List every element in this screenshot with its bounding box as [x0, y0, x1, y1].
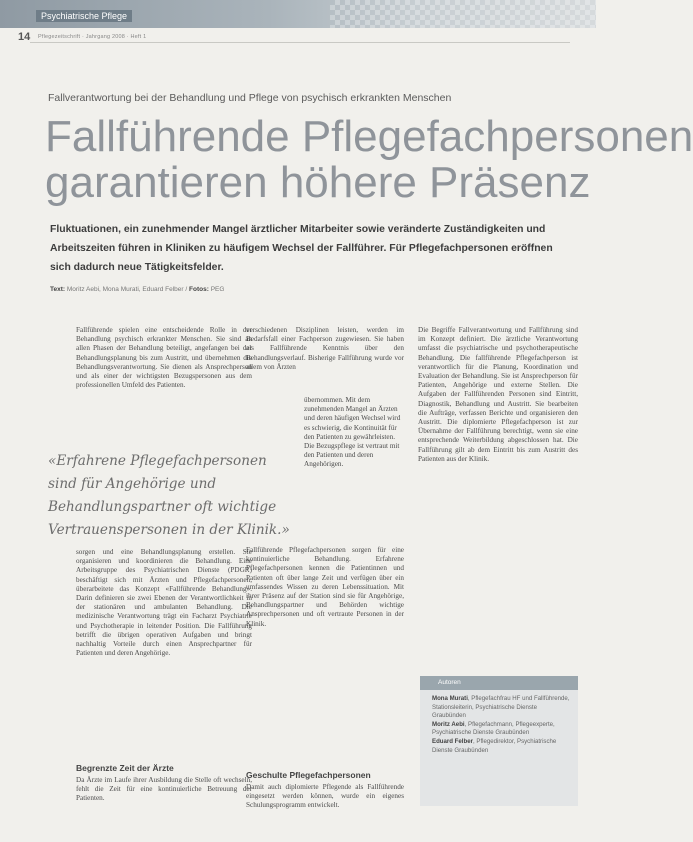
column-2-narrow: übernommen. Mit dem zunehmenden Mangel an Ärzten und deren häufigen Wechsel wird es schwierig, die Kontinuität für den Patienten zu gewährleisten. Die Bezugspflege ist vertraut mit den Patienten und deren Angehörigen.: [304, 396, 401, 469]
page-number: 14: [18, 31, 31, 43]
section-rubric: Psychiatrische Pflege: [36, 10, 132, 22]
column-2-middle: Fallführende Pflegefachpersonen sorgen für eine kontinuierliche Behandlung. Erfahrene Pflegefachpersonen kennen die Patientinnen und Patienten oft über lange Zeit und verfügen über ein umfassendes Wissen zu deren Lebenssituation. Mit ihrer Präsenz auf der Station sind sie für Angehörige, Behandlungspartner und Behörden wichtige Ansprechpersonen und oft vertraute Personen in der Klinik.: [246, 546, 404, 628]
infobox-heading: Autoren: [420, 676, 578, 690]
title-line-2: garantieren höhere Präsenz: [45, 158, 591, 207]
infobox-entry-text: Pflegefachfrau HF und Fallführende, Stationsleiterin, Psychiatrische Dienste Graubünden: [432, 695, 570, 720]
title-line-1: Fallführende Pflegefachpersonen: [45, 112, 693, 161]
column-1-subheading: Begrenzte Zeit der Ärzte: [76, 763, 174, 773]
infobox-entry-name: Mona Murati: [432, 695, 468, 702]
credits-label: Text:: [50, 286, 66, 293]
article-title: [45, 112, 693, 207]
article-credits: [50, 286, 224, 293]
author-infobox: [420, 676, 578, 806]
infobox-entry-name: Moritz Aebi: [432, 720, 465, 728]
column-2-bottom: Damit auch diplomierte Pflegende als Fallführende eingesetzt werden können, wurde ein eigenes Schulungsprogramm entwickelt.: [246, 783, 404, 810]
infobox-entry: Mona Murati, Pflegefachfrau HF und Fallführende, Stationsleiterin, Psychiatrische Dienste Graubünden: [432, 695, 570, 720]
infobox-entry-name: Eduard Felber: [432, 737, 473, 745]
credits-separator: /: [185, 286, 188, 293]
column-2-subheading: Geschulte Pflegefachpersonen: [246, 770, 371, 780]
column-1-bottom: Da Ärzte im Laufe ihrer Ausbildung die Stelle oft wechseln, fehlt die Zeit für eine kontinuierliche Betreuung der Patienten.: [76, 776, 252, 803]
article-kicker: Fallverantwortung bei der Behandlung und Pflege von psychisch erkrankten Menschen: [48, 92, 452, 104]
infobox-entry-text: Pflegedirektor, Psychiatrische Dienste Graubünden: [432, 737, 557, 754]
article-lead: Fluktuationen, ein zunehmender Mangel ärztlicher Mitarbeiter sowie veränderte Zuständigkeiten und Arbeitszeiten führen in Kliniken zu häufigem Wechsel der Fallführer. Für Pflegefachpersonen eröffnen sich dadurch neue Tätigkeitsfelder.: [50, 224, 553, 273]
credits-authors: Moritz Aebi, Mona Murati, Eduard Felber: [66, 286, 184, 293]
photo-label: Fotos:: [189, 286, 209, 293]
issue-line: Pflegezeitschrift · Jahrgang 2008 · Heft 1: [38, 34, 147, 40]
pull-quote: «Erfahrene Pflegefachpersonen sind für Angehörige und Behandlungspartner oft wichtige Vertrauenspersonen in der Klinik.»: [48, 453, 290, 538]
infobox-entry-text: Pflegefachmann, Pflegeexperte, Psychiatrische Dienste Graubünden: [432, 720, 555, 737]
column-3: Die Begriffe Fallverantwortung und Fallführung sind im Konzept definiert. Die ärztliche Verantwortung umfasst die psychiatrische und psychotherapeutische Behandlung. Die fallführende Pflegefachperson ist verantwortlich für die Planung, Koordination und Evaluation der Behandlung. Sie ist Ansprechperson für Patienten, Angehörige und externe Stellen. Die Aufgaben der Fallführenden Personen sind Eintritt, Diagnostik, Behandlung und Austritt. Sie bearbeiten die Aufträge, verfassen Berichte und organisieren den Austritt. Die diplomierte Pflegefachperson ist zur Übernahme der Fallführung berechtigt, wenn sie eine entsprechende Weiterbildung abgeschlossen hat. Die Fallführung gilt ab dem Eintritt bis zum Austritt des Patienten aus der Klinik.: [418, 326, 578, 463]
infobox-entry: Eduard Felber, Pflegedirektor, Psychiatrische Dienste Graubünden: [432, 737, 557, 754]
column-1-middle: sorgen und eine Behandlungsplanung erstellen. Sie organisieren und koordinieren die Behandlung. Eine Arbeitsgruppe des Psychiatrischen Dienste (PDGR) beschäftigt sich mit Ärzten und Pflegefachpersonen, überarbeitete das Konzept «Fallführende Behandlung». Darin definieren sie zwei Ebenen der Verantwortlichkeit in der stationären und ambulanten Behandlung. Die medizinische Verantwortung trägt ein Facharzt Psychiatrie und Psychotherapie in leitender Position. Die Fallführung betrifft die übrigen operativen Aufgaben und bringt nachhaltig Vorteile durch einen Ansprechpartner für Patienten und deren Angehörige.: [76, 548, 252, 658]
column-2-top: verschiedenen Disziplinen leisten, werden im Bedarfsfall einer Fachperson zugewiesen. Sie haben als Fallführende Kenntnis über den Behandlungsverlauf. Bisherige Fallführung wurde vor allem von Ärzten: [246, 326, 404, 371]
infobox-entry: Moritz Aebi, Pflegefachmann, Pflegeexperte, Psychiatrische Dienste Graubünden: [432, 720, 555, 737]
photo-credit: PEG: [210, 286, 225, 293]
header-divider: [30, 42, 570, 43]
header-pattern: [330, 0, 596, 28]
column-1-top: Fallführende spielen eine entscheidende Rolle in der Behandlung psychisch erkrankter Menschen. Sie sind an allen Phasen der Behandlung beteiligt, angefangen bei der Behandlungsplanung bis zum Austritt, und übernehmen die Behandlungsverantwortung. Sie dienen als Ansprechperson und als einer der wichtigsten Bezugspersonen aus dem professionellen Umfeld des Patienten.: [76, 326, 252, 390]
infobox-body: [420, 690, 578, 755]
